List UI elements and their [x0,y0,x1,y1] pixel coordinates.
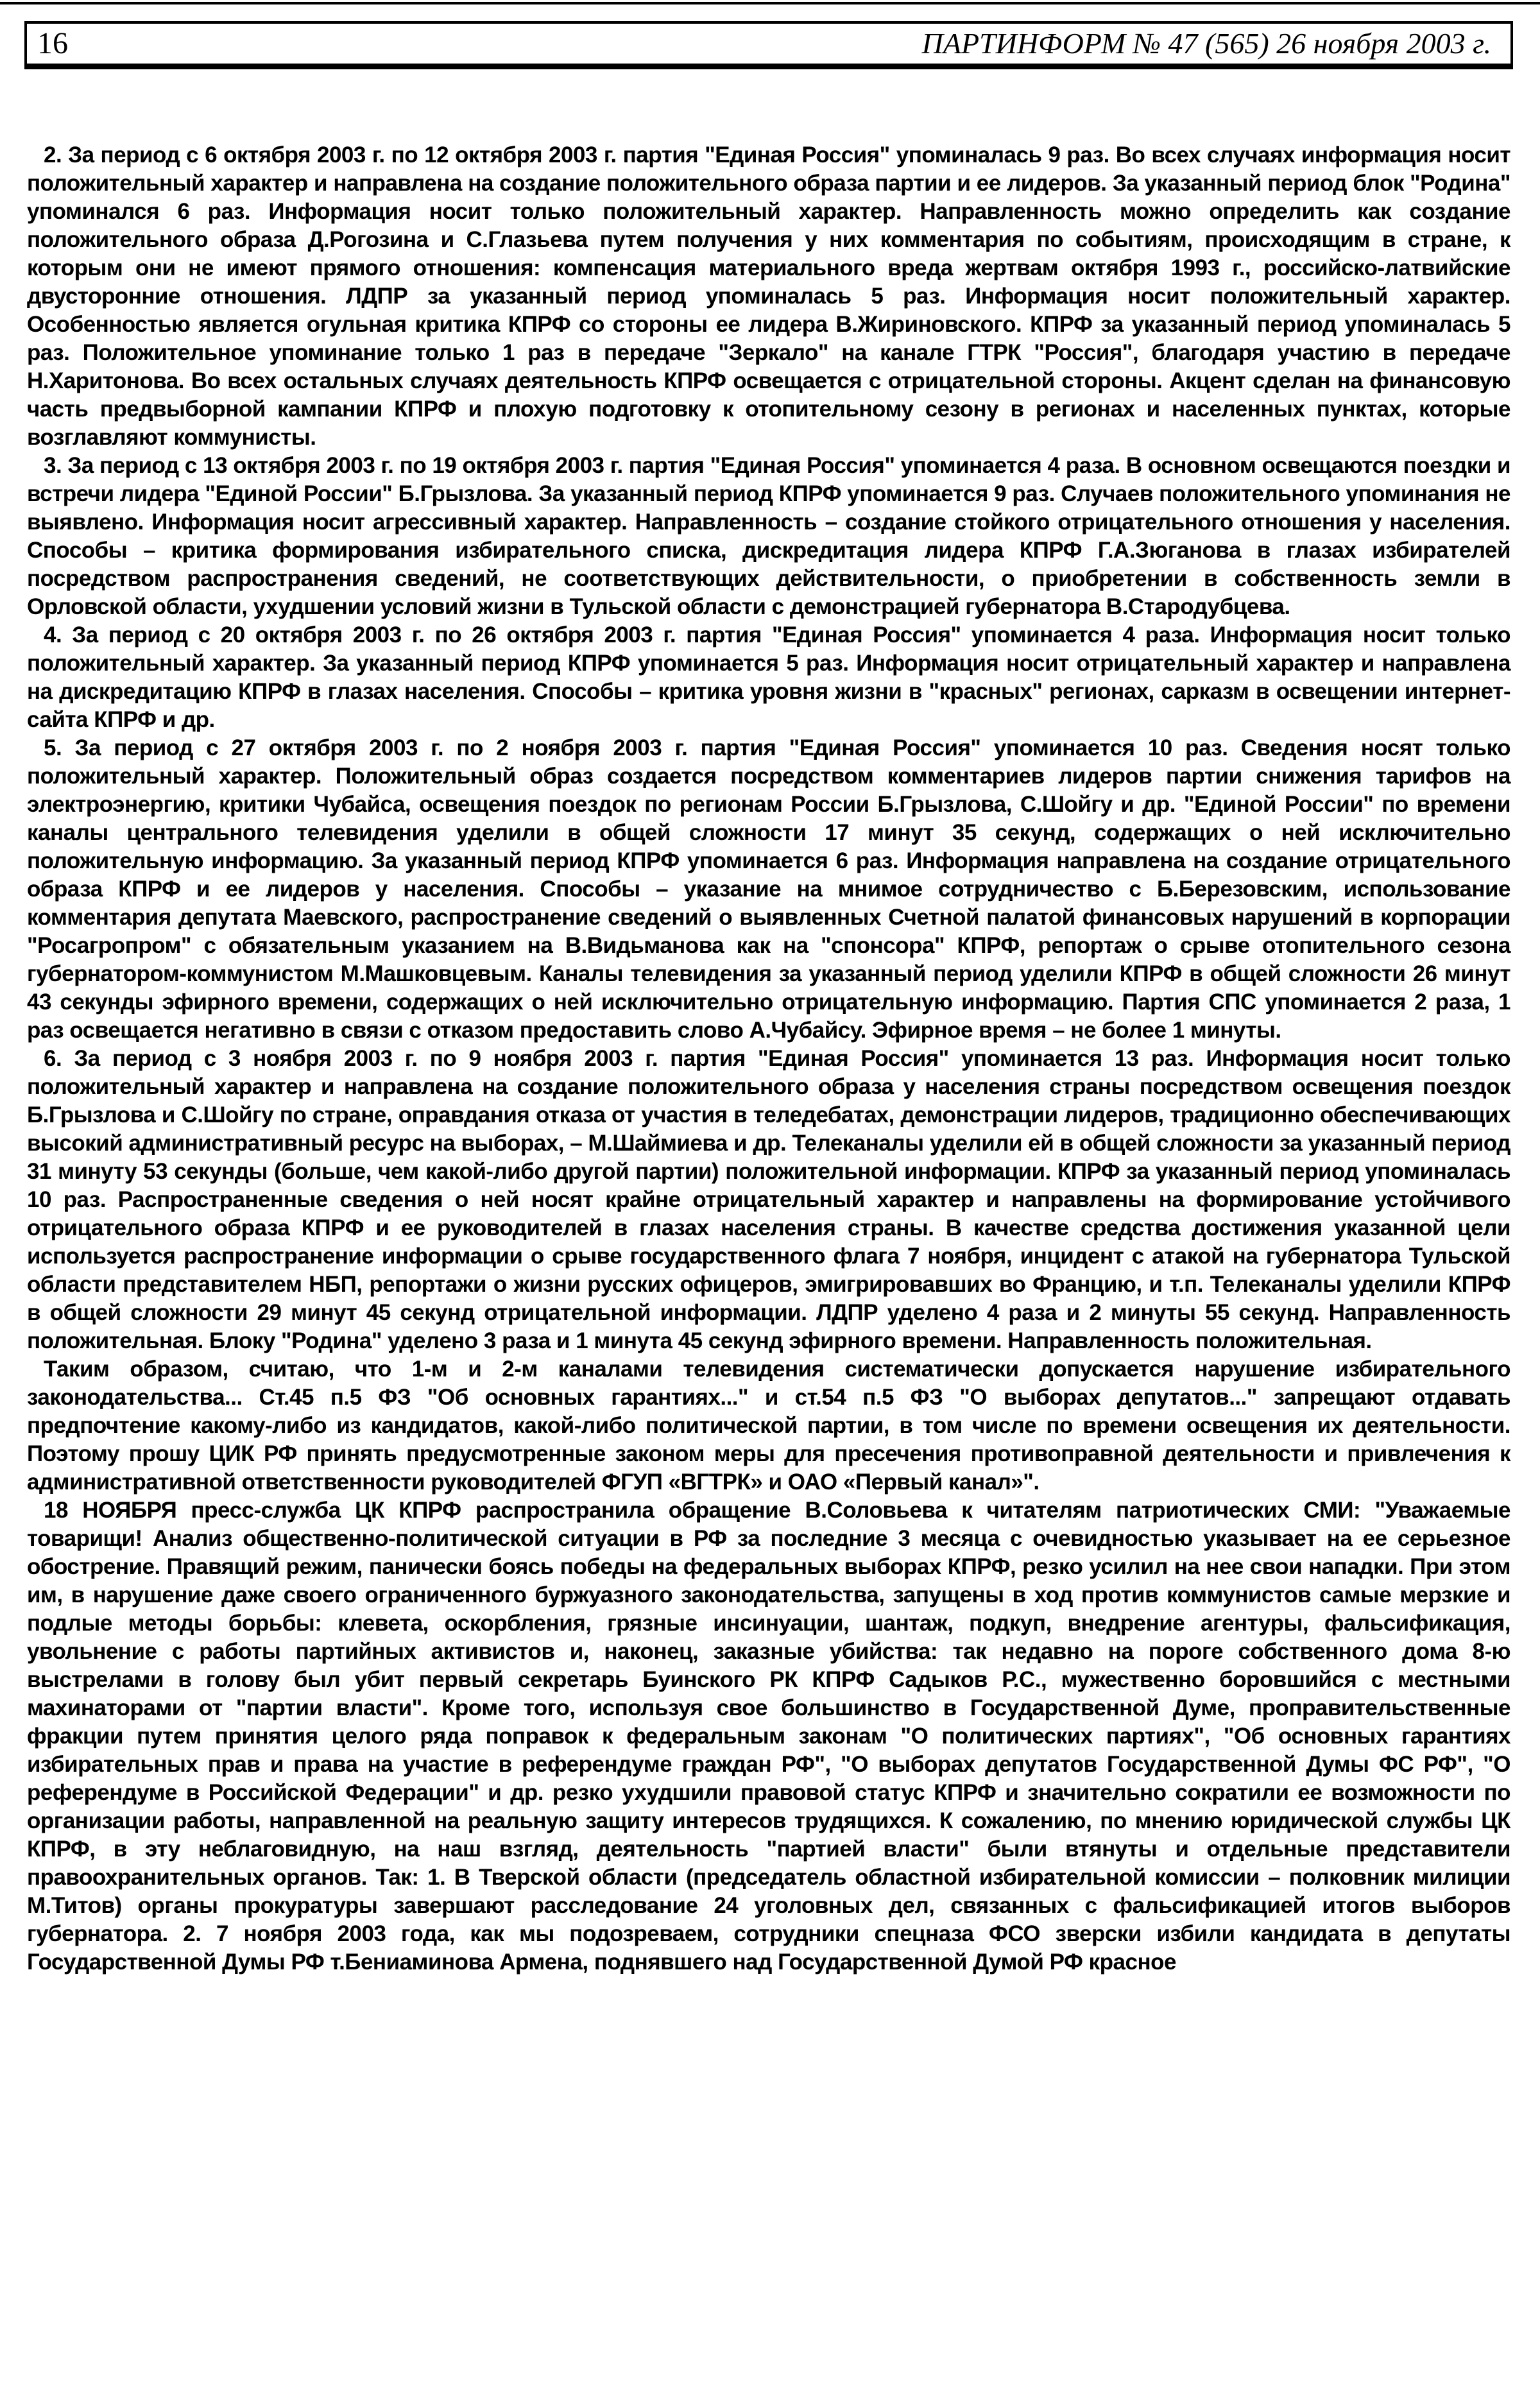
page-number: 16 [37,26,68,60]
paragraph-period-2: 2. За период с 6 октября 2003 г. по 12 октября 2003 г. партия "Единая Россия" упоминалась 9 раз. Во всех случаях информация носит положительный характер и направлена на создание положительного образа партии и ее лидеров. За указанный период блок "Родина" упоминался 6 раз. Информация носит только положительный характер. Направленность можно определить как создание положительного образа Д.Рогозина и С.Глазьева путем получения у них комментария по событиям, происходящим в стране, к которым они не имеют прямого отношения: компенсация материального вреда жертвам октября 1993 г., российско-латвийские двусторонние отношения. ЛДПР за указанный период упоминалась 5 раз. Информация носит положительный характер. Особенностью является огульная критика КПРФ со стороны ее лидера В.Жириновского. КПРФ за указанный период упоминалась 5 раз. Положительное упоминание только 1 раз в передаче "Зеркало" на канале ГТРК "Россия", благодаря участию в передаче Н.Харитонова. Во всех остальных случаях деятельность КПРФ освещается с отрицательной стороны. Акцент сделан на финансовую часть предвыборной кампании КПРФ и плохую подготовку к отопительному сезону в регионах и населенных пунктах, которые возглавляют коммунисты. [27,142,1510,450]
page-top-scan-edge [0,2,1540,4]
page-header [24,21,1513,69]
paragraph-conclusion: Таким образом, считаю, что 1-м и 2-м каналами телевидения систематически допускается нарушение избирательного законодательства... Ст.45 п.5 ФЗ "Об основных гарантиях..." и ст.54 п.5 ФЗ "О выборах депутатов..." запрещают отдавать предпочтение какому-либо из кандидатов, какой-либо политической партии, в том числе по времени освещения их деятельности. Поэтому прошу ЦИК РФ принять предусмотренные законом меры для пресечения противоправной деятельности и привлечения к административной ответственности руководителей ФГУП «ВГТРК» и ОАО «Первый канал»". [27,1357,1510,1495]
journal-title: ПАРТИНФОРМ № 47 (565) 26 ноября 2003 г. [921,27,1491,60]
paragraph-period-6: 6. За период с 3 ноября 2003 г. по 9 ноября 2003 г. партия "Единая Россия" упоминается 13 раз. Информация носит только положительный характер и направлена на создание положительного образа у населения страны посредством освещения поездок Б.Грызлова и С.Шойгу по стране, оправдания отказа от участия в теледебатах, демонстрации лидеров, традиционно обеспечивающих высокий административный ресурс на выборах, – М.Шаймиева и др. Телеканалы уделили ей в общей сложности за указанный период 31 минуту 53 секунды (больше, чем какой-либо другой партии) положительной информации. КПРФ за указанный период упоминалась 10 раз. Распространенные сведения о ней носят крайне отрицательный характер и направлены на формирование устойчивого отрицательного образа КПРФ и ее руководителей в глазах населения страны. В качестве средства достижения указанной цели используется распространение информации о срыве государственного флага 7 ноября, инцидент с атакой на губернатора Тульской области представителем НБП, репортажи о жизни русских офицеров, эмигрировавших во Францию, и т.п. Телеканалы уделили КПРФ в общей сложности 29 минут 45 секунд отрицательной информации. ЛДПР уделено 4 раза и 2 минуты 55 секунд. Направленность положительная. Блоку "Родина" уделено 3 раза и 1 минута 45 секунд эфирного времени. Направленность положительная. [27,1046,1510,1353]
document-body [27,141,1510,1976]
paragraph-period-4: 4. За период с 20 октября 2003 г. по 26 октября 2003 г. партия "Единая Россия" упоминается 4 раза. Информация носит только положительный характер. За указанный период КПРФ упоминается 5 раз. Информация носит отрицательный характер и направлена на дискредитацию КПРФ в глазах населения. Способы – критика уровня жизни в "красных" регионах, сарказм в освещении интернет-сайта КПРФ и др. [27,622,1510,732]
paragraph-period-5: 5. За период с 27 октября 2003 г. по 2 ноября 2003 г. партия "Единая Россия" упоминается 10 раз. Сведения носят только положительный характер. Положительный образ создается посредством комментариев лидеров партии снижения тарифов на электроэнергию, критики Чубайса, освещения поездок по регионам России Б.Грызлова, С.Шойгу и др. "Единой России" по времени каналы центрального телевидения уделили в общей сложности 17 минут 35 секунд, содержащих о ней исключительно положительную информацию. За указанный период КПРФ упоминается 6 раз. Информация направлена на создание отрицательного образа КПРФ и ее лидеров у населения. Способы – указание на мнимое сотрудничество с Б.Березовским, использование комментария депутата Маевского, распространение сведений о выявленных Счетной палатой финансовых нарушений в корпорации "Росагропром" с обязательным указанием на В.Видьманова как на "спонсора" КПРФ, репортаж о срыве отопительного сезона губернатором-коммунистом М.Машковцевым. Каналы телевидения за указанный период уделили КПРФ в общей сложности 26 минут 43 секунды эфирного времени, содержащих о ней исключительно отрицательную информацию. Партия СПС упоминается 2 раза, 1 раз освещается негативно в связи с отказом предоставить слово А.Чубайсу. Эфирное время – не более 1 минуты. [27,735,1510,1043]
paragraph-period-3: 3. За период с 13 октября 2003 г. по 19 октября 2003 г. партия "Единая Россия" упоминается 4 раза. В основном освещаются поездки и встречи лидера "Единой России" Б.Грызлова. За указанный период КПРФ упоминается 9 раз. Случаев положительного упоминания не выявлено. Информация носит агрессивный характер. Направленность – создание стойкого отрицательного отношения у населения. Способы – критика формирования избирательного списка, дискредитация лидера КПРФ Г.А.Зюганова в глазах избирателей посредством распространения сведений, не соответствующих действительности, о приобретении в собственность земли в Орловской области, ухудшении условий жизни в Тульской области с демонстрацией губернатора В.Стародубцева. [27,453,1510,619]
paragraph-18-november: 18 НОЯБРЯ пресс-служба ЦК КПРФ распространила обращение В.Соловьева к читателям патриотических СМИ: "Уважаемые товарищи! Анализ общественно-политической ситуации в РФ за последние 3 месяца с очевидностью указывает на ее серьезное обострение. Правящий режим, панически боясь победы на федеральных выборах КПРФ, резко усилил на нее свои нападки. При этом им, в нарушение даже своего ограниченного буржуазного законодательства, запущены в ход против коммунистов самые мерзкие и подлые методы борьбы: клевета, оскорбления, грязные инсинуации, шантаж, подкуп, внедрение агентуры, фальсификация, увольнение с работы партийных активистов и, наконец, заказные убийства: так недавно на пороге собственного дома 8-ю выстрелами в голову был убит первый секретарь Буинского РК КПРФ Садыков Р.С., мужественно боровшийся с местными махинаторами от "партии власти". Кроме того, используя свое большинство в Государственной Думе, проправительственные фракции путем принятия целого ряда поправок к федеральным законам "О политических партиях", "Об основных гарантиях избирательных прав и права на участие в референдуме граждан РФ", "О выборах депутатов Государственной Думы ФС РФ", "О референдуме в Российской Федерации" и др. резко ухудшили правовой статус КПРФ и значительно сократили ее возможности по организации работы, направленной на реальную защиту интересов трудящихся. К сожалению, по мнению юридической службы ЦК КПРФ, в эту неблаговидную, на наш взгляд, деятельность "партией власти" были втянуты и отдельные представители правоохранительных органов. Так: 1. В Тверской области (председатель областной избирательной комиссии – полковник милиции М.Титов) органы прокуратуры завершают расследование 24 уголовных дел, связанных с фальсификацией итогов выборов губернатора. 2. 7 ноября 2003 года, как мы подозреваем, сотрудники спецназа ФСО зверски избили кандидата в депутаты Государственной Думы РФ т.Бениаминова Армена, поднявшего над Государственной Думой РФ красное [27,1498,1510,1975]
